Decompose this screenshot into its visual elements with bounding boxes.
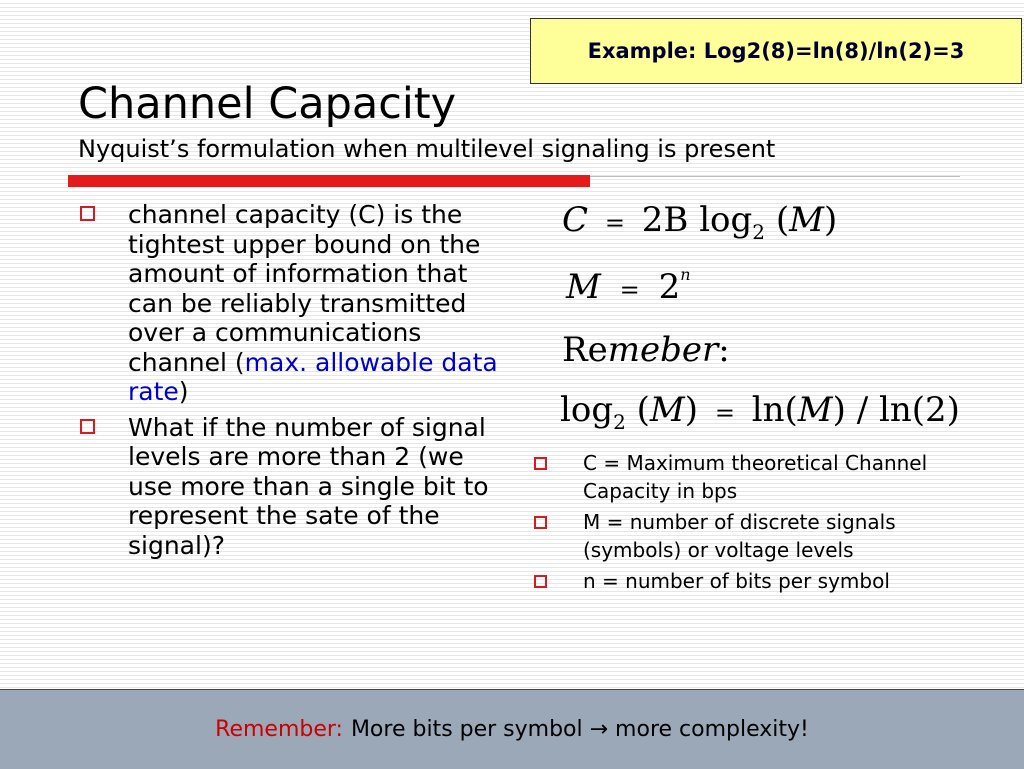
title-divider-gray bbox=[590, 176, 960, 177]
left-bullet-list bbox=[78, 200, 498, 566]
square-bullet-icon bbox=[534, 516, 547, 529]
slide-title: Channel Capacity bbox=[78, 79, 457, 129]
example-callout: Example: Log2(8)=ln(8)/ln(2)=3 bbox=[530, 18, 1022, 84]
formula-var: M bbox=[797, 390, 833, 430]
formula-paren: ) bbox=[684, 390, 699, 430]
footer-label: Remember: bbox=[215, 717, 343, 742]
formula-paren: ) bbox=[823, 200, 838, 240]
formula-sub: 2 bbox=[613, 410, 626, 434]
formula-text: : bbox=[718, 330, 730, 370]
formula-fn: log bbox=[699, 200, 753, 240]
formula-fn: ) / ln(2) bbox=[832, 390, 960, 430]
formula-var: C bbox=[562, 200, 589, 240]
formula-text: meber bbox=[607, 330, 719, 370]
square-bullet-icon bbox=[534, 575, 547, 588]
formula-sub: 2 bbox=[752, 220, 766, 244]
square-bullet-icon bbox=[534, 457, 547, 470]
right-bullet-list bbox=[534, 450, 954, 600]
bullet-text-signal-levels: What if the number of signal levels are more than 2 (we use more than a single bit to represent the sate of the signal)? bbox=[128, 412, 489, 560]
formula-eq: = bbox=[714, 399, 735, 427]
formula-paren: ( bbox=[775, 200, 790, 240]
bullet-text-close: ) bbox=[178, 377, 189, 406]
definition-text: n = number of bits per symbol bbox=[583, 569, 890, 593]
formula-var: M bbox=[789, 200, 824, 240]
list-item bbox=[78, 413, 498, 561]
formula-var: M bbox=[566, 267, 601, 307]
title-divider-red bbox=[68, 175, 590, 187]
formula-text: Re bbox=[562, 330, 608, 370]
list-item bbox=[534, 450, 954, 505]
footer-banner bbox=[0, 689, 1024, 769]
formula-var: M bbox=[649, 390, 685, 430]
list-item bbox=[78, 200, 498, 407]
definition-text: C = Maximum theoretical Channel Capacity in bps bbox=[583, 451, 928, 503]
slide-subtitle: Nyquist’s formulation when multilevel signaling is present bbox=[78, 135, 776, 163]
definition-text: M = number of discrete signals (symbols) or voltage levels bbox=[583, 510, 896, 562]
list-item bbox=[534, 568, 954, 596]
formula-exp: n bbox=[680, 265, 691, 284]
formula-fn: ln( bbox=[751, 390, 798, 430]
formula-capacity bbox=[562, 200, 837, 244]
bullet-text-capacity: channel capacity (C) is the tightest upper bound on the amount of information that can be reliably transmitted over a communications channel ( bbox=[128, 200, 481, 377]
formula-paren: ( bbox=[636, 390, 650, 430]
formula-levels bbox=[566, 265, 691, 307]
footer-text: More bits per symbol → more complexity! bbox=[350, 717, 809, 742]
bullet-highlight-max-rate: max. allowable data rate bbox=[128, 347, 498, 406]
formula-area bbox=[540, 190, 1010, 440]
formula-eq: = bbox=[619, 276, 640, 304]
formula-remember bbox=[562, 330, 730, 370]
formula-log-identity bbox=[560, 390, 960, 434]
square-bullet-icon bbox=[80, 419, 95, 434]
formula-coef: 2B bbox=[641, 200, 689, 240]
list-item bbox=[534, 509, 954, 564]
formula-fn: log bbox=[560, 390, 614, 430]
formula-eq: = bbox=[604, 209, 625, 237]
formula-base: 2 bbox=[658, 267, 681, 307]
square-bullet-icon bbox=[80, 206, 95, 221]
